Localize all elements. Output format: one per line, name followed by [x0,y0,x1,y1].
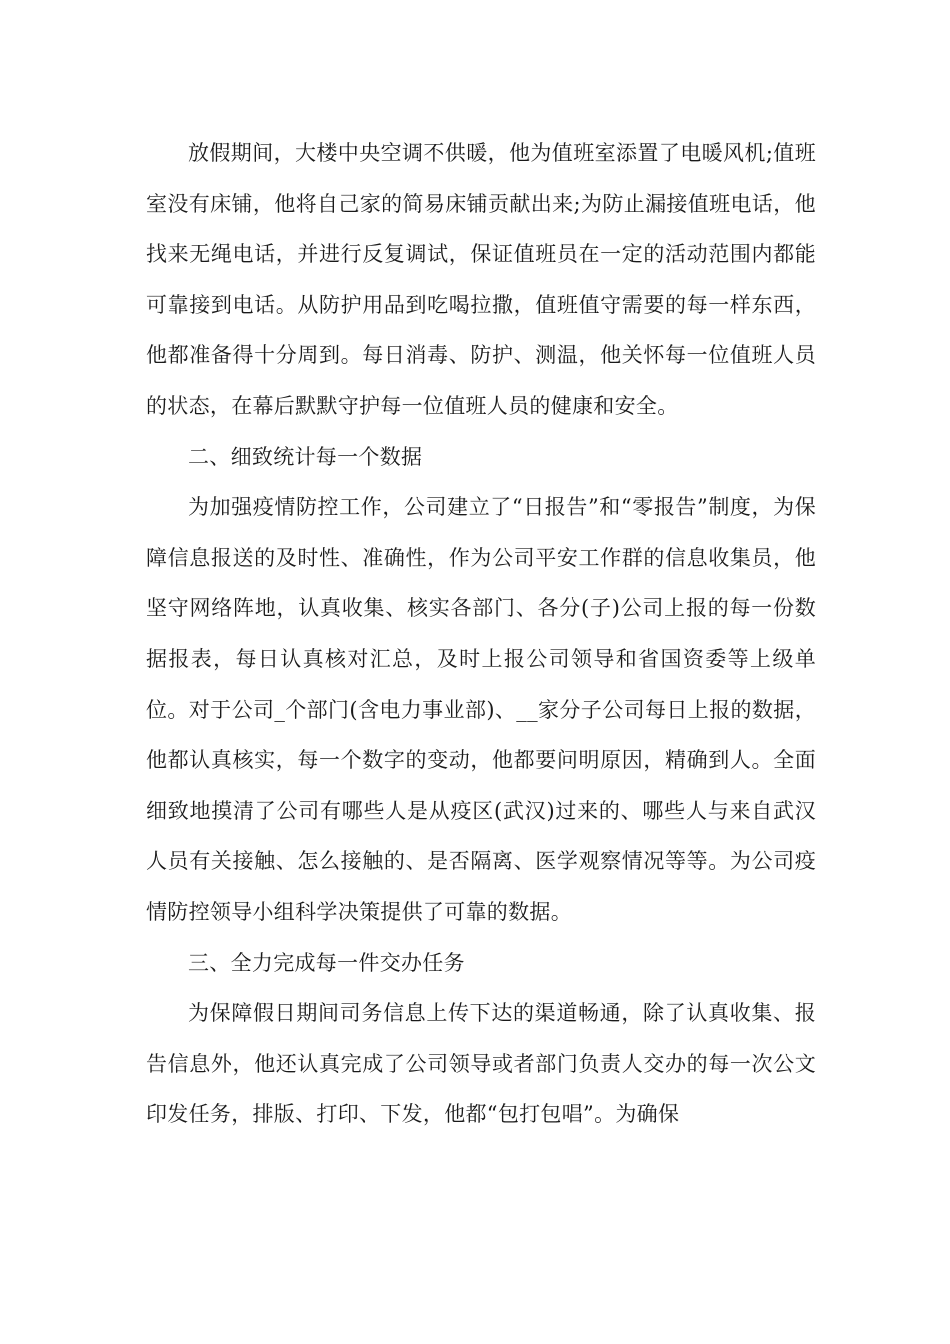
document-body [146,128,816,1140]
section-heading-statistics: 二、细致统计每一个数据 [188,444,423,469]
paragraph-duty-room-care: 放假期间，大楼中央空调不供暖，他为值班室添置了电暖风机;值班室没有床铺，他将自己家的简易床铺贡献出来;为防止漏接值班电话，他找来无绳电话，并进行反复调试，保证值班员在一定的活动范围内都能可靠接到电话。从防护用品到吃喝拉撒，值班值守需要的每一样东西，他都准备得十分周到。每日消毒、防护、测温，他关怀每一位值班人员的状态，在幕后默默守护每一位值班人员的健康和安全。 [146,141,816,418]
section-heading-assigned-tasks: 三、全力完成每一件交办任务 [188,950,465,975]
paragraph-data-reporting: 为加强疫情防控工作，公司建立了“日报告”和“零报告”制度，为保障信息报送的及时性、准确性，作为公司平安工作群的信息收集员，他坚守网络阵地，认真收集、核实各部门、各分(子)公司上报的每一份数据报表，每日认真核对汇总，及时上报公司领导和省国资委等上级单位。对于公司_个部门(含电力事业部)、__家分子公司每日上报的数据，他都认真核实，每一个数字的变动，他都要问明原因，精确到人。全面细致地摸清了公司有哪些人是从疫区(武汉)过来的、哪些人与来自武汉人员有关接触、怎么接触的、是否隔离、医学观察情况等等。为公司疫情防控领导小组科学决策提供了可靠的数据。 [146,495,816,924]
paragraph-document-tasks: 为保障假日期间司务信息上传下达的渠道畅通，除了认真收集、报告信息外，他还认真完成了公司领导或者部门负责人交办的每一次公文印发任务，排版、打印、下发，他都“包打包唱”。为确保 [146,1001,816,1127]
